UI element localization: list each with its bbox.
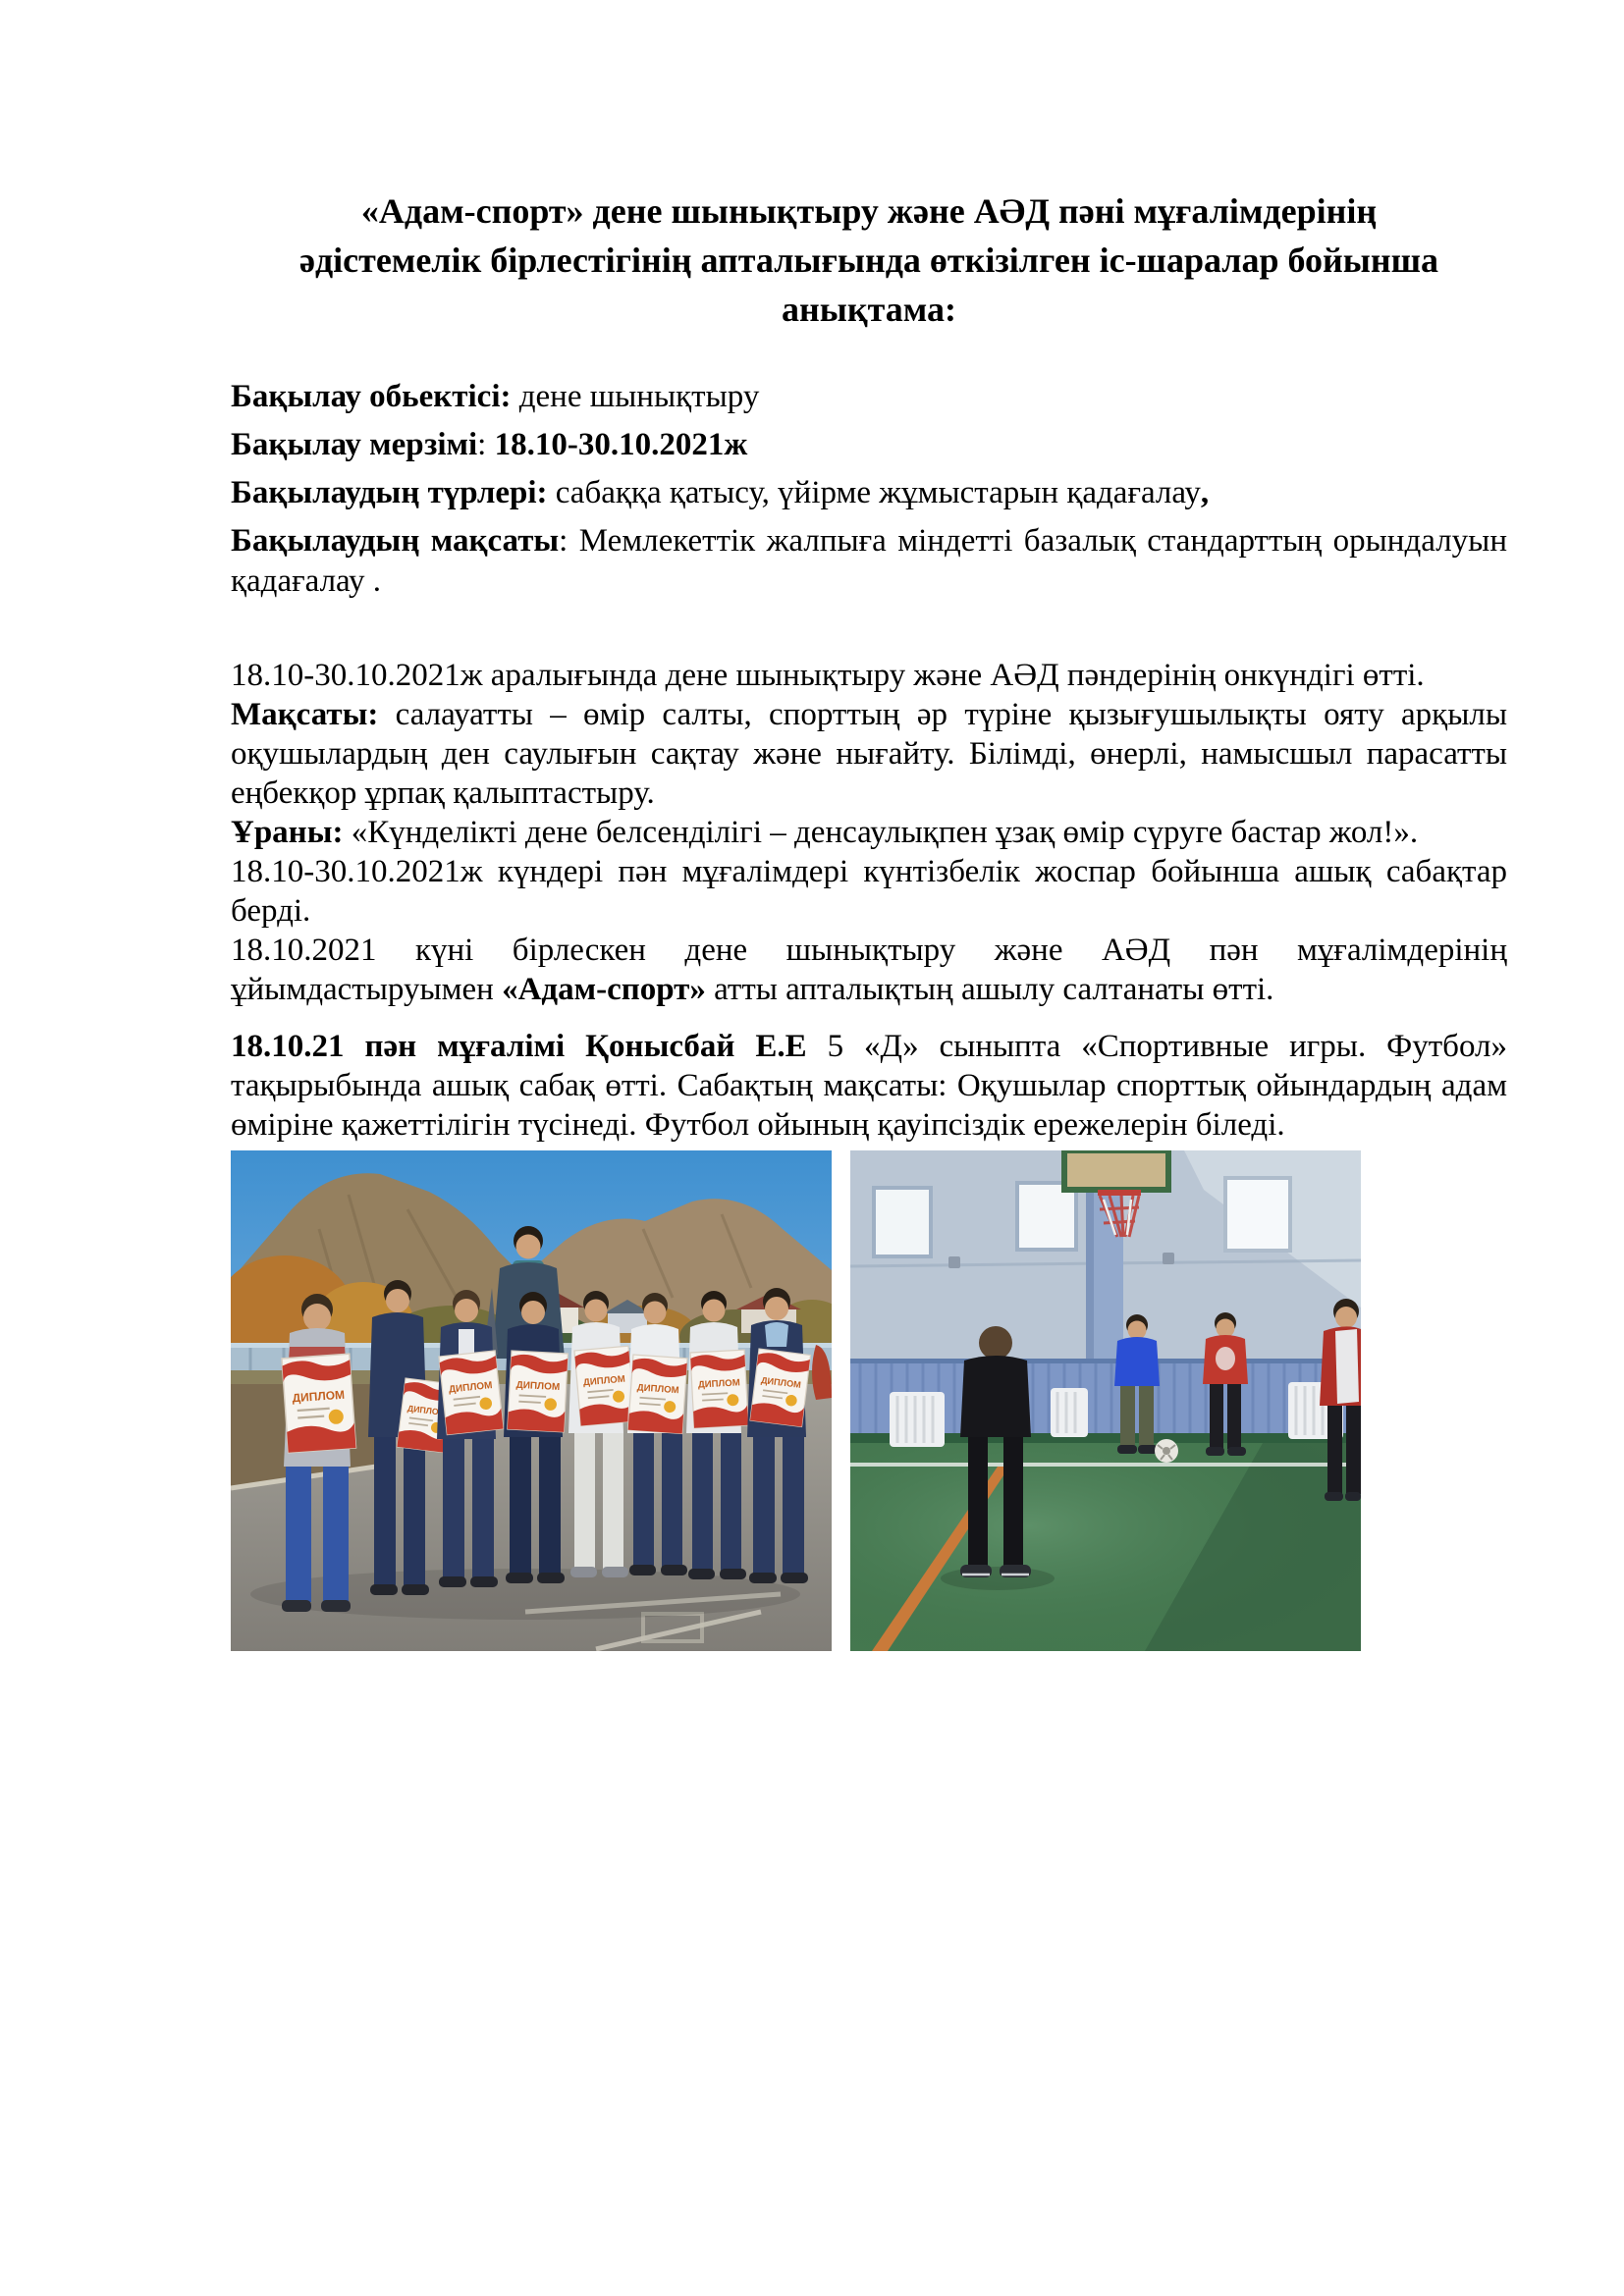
info-period-line	[231, 425, 1507, 465]
lesson-text: 5 «Д» сыныпта «Спортивные игры. Футбол» тақырыбында ашық сабақ өтті. Сабақтың мақсаты: Оқушылар спорттық ойындардың адам өміріне қажеттілігін түсінеді. Футбол ойының қауіпсіздік ережелерін біледі.	[231, 1029, 1507, 1143]
photo-gym-football	[850, 1150, 1361, 1651]
goal-text: салауатты – өмір салты, спорттың әр түріне қызығушылықты ояту арқылы оқушылардың ден саулығын сақтау және нығайту. Білімді, өнерлі, намысшыл парасатты еңбекқор ұрпақ қалыптастыру.	[231, 697, 1507, 811]
motto-label: Ұраны:	[231, 815, 344, 850]
opening-start: 18.10.2021 күні бірлескен дене шынықтыру және АӘД пән мұғалімдерінің ұйымдастыруымен	[231, 933, 1507, 1007]
lesson-block	[231, 1027, 1507, 1145]
info-aim-value: Мемлекеттік жалпыға міндетті базалық стандарттың орындалуын қадағалау .	[231, 523, 1507, 599]
info-aim-line	[231, 521, 1507, 602]
info-object-value: дене шынықтыру	[511, 379, 760, 414]
page-title	[231, 187, 1507, 334]
motto-text: «Күнделікті дене белсенділігі – денсаулықпен ұзақ өмір сүруге бастар жол!».	[343, 815, 1419, 850]
info-period-label: Бақылау мерзімі	[231, 427, 478, 462]
info-aim-sep: :	[559, 523, 579, 559]
info-types-value: сабаққа қатысу, үйірме жұмыстарын қадағалау	[547, 475, 1201, 510]
lesson-lead: 18.10.21 пән мұғалімі Қонысбай Е.Е	[231, 1029, 807, 1064]
goal-label: Мақсаты:	[231, 697, 379, 732]
info-period-sep: :	[477, 427, 495, 462]
opening-end: атты апталықтың ашылу салтанаты өтті.	[705, 972, 1274, 1007]
report-body	[231, 656, 1507, 1009]
paragraph-motto	[231, 813, 1507, 852]
info-object-line	[231, 377, 1507, 417]
paragraph-goal	[231, 695, 1507, 813]
opening-highlight: «Адам-спорт»	[502, 972, 706, 1007]
player-shadow	[941, 1567, 1055, 1590]
info-period-value: 18.10-30.10.2021ж	[494, 427, 748, 462]
paragraph-decade: 18.10-30.10.2021ж аралығында дене шынықтыру және АӘД пәндерінің онкүндігі өтті.	[231, 658, 1425, 693]
info-aim-label: Бақылаудың мақсаты	[231, 523, 560, 559]
info-types-line	[231, 473, 1507, 513]
info-types-label: Бақылаудың түрлері:	[231, 475, 548, 510]
photo-outdoor-diplomas	[231, 1150, 832, 1651]
title-line-2: әдістемелік бірлестігінің апталығында өткізілген іс-шаралар бойынша	[298, 240, 1439, 280]
info-object-label: Бақылау обьектісі:	[231, 379, 512, 414]
title-line-3: анықтама:	[782, 290, 956, 329]
control-info-block	[231, 377, 1507, 602]
info-types-tail: ,	[1200, 475, 1210, 510]
paragraph-open-lessons: 18.10-30.10.2021ж күндері пән мұғалімдері күнтізбелік жоспар бойынша ашық сабақтар берді.	[231, 854, 1507, 929]
title-line-1: «Адам-спорт» дене шынықтыру және АӘД пәні мұғалімдерінің	[360, 191, 1378, 231]
soccer-ball	[1155, 1439, 1178, 1463]
paragraph-opening-ceremony	[231, 931, 1507, 1009]
photos-row	[231, 1150, 1507, 1651]
paragraph-lesson	[231, 1027, 1507, 1145]
